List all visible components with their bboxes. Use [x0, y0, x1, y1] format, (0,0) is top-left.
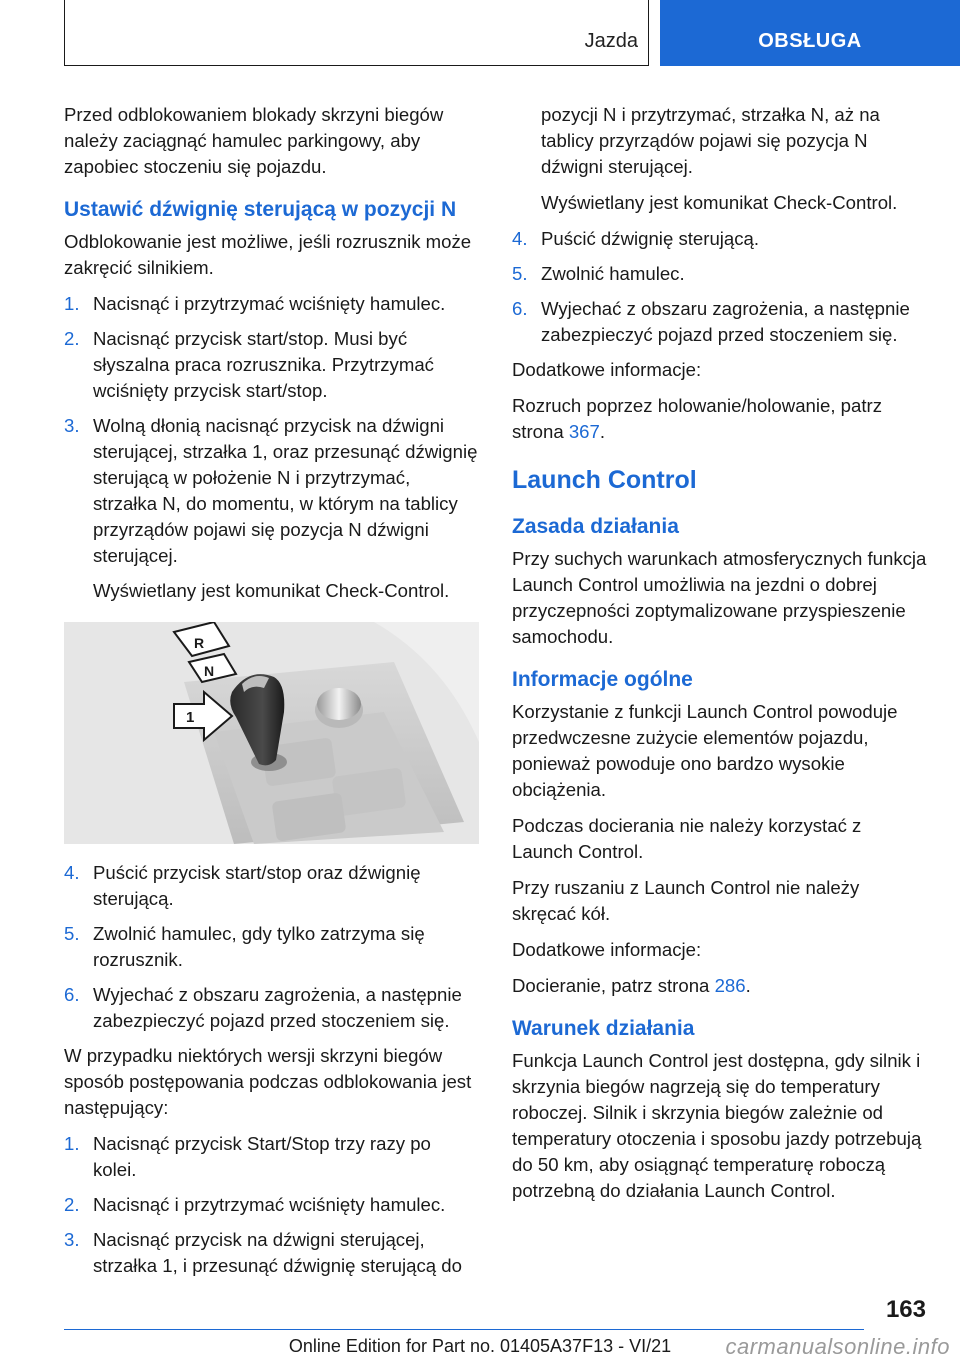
page-link-286[interactable]: 286 — [714, 975, 746, 996]
variant-intro-paragraph: W przypadku niektórych wersji skrzyni biegów sposób postępowania podczas odblokowania jest następujący: — [64, 1045, 472, 1118]
page-link-367[interactable]: 367 — [568, 421, 600, 442]
page-number: 163 — [885, 1296, 926, 1323]
step-number: 4. — [512, 228, 528, 249]
section-title: Jazda — [584, 30, 638, 52]
step-number: 2. — [64, 328, 80, 349]
step-number: 6. — [64, 984, 80, 1005]
list-item — [64, 1227, 479, 1279]
step-number: 3. — [64, 1229, 80, 1250]
step-text: Nacisnąć przycisk Start/Stop trzy razy po kolei. — [93, 1133, 431, 1180]
tab-obsluga[interactable] — [660, 0, 960, 66]
list-item — [64, 860, 479, 912]
left-column — [64, 102, 479, 1288]
heading-condition: Warunek działania — [512, 1017, 695, 1040]
list-item — [512, 261, 927, 287]
tow-end: . — [599, 421, 606, 442]
list-item — [64, 413, 479, 569]
step-number: 5. — [64, 923, 80, 944]
general-paragraph-1: Korzystanie z funkcji Launch Control powoduje przedwczesne zużycie elementów pojazdu, ponieważ powoduje ono bardzo wysokie obciążenia. — [512, 701, 898, 800]
step-text: Puścić przycisk start/stop oraz dźwignię sterującą. — [93, 862, 421, 909]
general-paragraph-2: Podczas docierania nie należy korzystać z Launch Control. — [512, 815, 862, 862]
step-number: 1. — [64, 1133, 80, 1154]
list-item — [64, 1131, 479, 1183]
gear-lever-illustration — [64, 622, 479, 844]
principle-paragraph: Przy suchych warunkach atmosferycznych funkcja Launch Control umożliwia na jezdni o dobrej przyczepności zoptymalizowane przyspieszenie samochodu. — [512, 548, 927, 647]
watermark: carmanualsonline.info — [725, 1334, 950, 1359]
list-item — [64, 921, 479, 973]
list-item — [512, 296, 927, 348]
step-number: 3. — [64, 415, 80, 436]
breakin-reference — [512, 973, 927, 999]
step-number: 6. — [512, 298, 528, 319]
condition-paragraph: Funkcja Launch Control jest dostępna, gdy silnik i skrzynia biegów nagrzeją się do temperatury roboczej. Silnik i skrzynia biegów zależnie od temperatury otoczenia i sposobu jazdy potrzebują do 50 km, aby osiągnąć temperaturę roboczą potrzebną do działania Launch Control. — [512, 1050, 922, 1201]
list-item — [64, 291, 479, 317]
step-text: Wolną dłonią nacisnąć przycisk na dźwigni sterującej, strzałka 1, oraz przesunąć dźwignię sterującą w położenie N i przytrzymać, strzałka N, do momentu, w którym na tablicy przyrządów pojawi się pozycja N dźwigni sterującej. — [93, 415, 478, 566]
heading-set-n: Ustawić dźwignię sterującą w pozycji N — [64, 198, 457, 221]
step-text: Wyjechać z obszaru zagrożenia, a następnie zabezpieczyć pojazd przed stoczeniem się. — [93, 984, 462, 1031]
step-text: Wyjechać z obszaru zagrożenia, a następnie zabezpieczyć pojazd przed stoczeniem się. — [541, 298, 910, 345]
footer-divider — [64, 1329, 864, 1330]
footer-edition: Online Edition for Part no. 01405A37F13 - VI/21 — [288, 1336, 672, 1356]
step-text: Zwolnić hamulec, gdy tylko zatrzyma się rozrusznik. — [93, 923, 425, 970]
heading-principle: Zasada działania — [512, 515, 679, 538]
step-text: Nacisnąć i przytrzymać wciśnięty hamulec. — [93, 293, 446, 314]
step-text: Zwolnić hamulec. — [541, 263, 685, 284]
arrow-label-1: 1 — [186, 709, 195, 726]
step-text: Nacisnąć i przytrzymać wciśnięty hamulec. — [93, 1194, 446, 1215]
step-number: 1. — [64, 293, 80, 314]
step-text: Nacisnąć przycisk na dźwigni sterującej, strzałka 1, i przesunąć dźwignię sterującą do — [93, 1229, 462, 1276]
more-info-label: Dodatkowe informacje: — [512, 359, 702, 380]
tow-text: Rozruch poprzez holowanie/holowanie, patrz strona — [512, 395, 883, 442]
tow-reference — [512, 393, 927, 445]
check-control-note: Wyświetlany jest komunikat Check-Control. — [93, 580, 450, 601]
list-item — [512, 226, 927, 252]
intro-paragraph: Przed odblokowaniem blokady skrzyni biegów należy zaciągnąć hamulec parkingowy, aby zapobiec stoczeniu się pojazdu. — [64, 104, 444, 177]
gear-lever-photo — [64, 622, 479, 844]
step-number: 5. — [512, 263, 528, 284]
arrow-label-n: N — [204, 663, 215, 679]
check-control-note: Wyświetlany jest komunikat Check-Control. — [541, 192, 898, 213]
general-paragraph-3: Przy ruszaniu z Launch Control nie należy skręcać kół. — [512, 877, 860, 924]
header-box — [64, 0, 649, 66]
heading-launch-control: Launch Control — [512, 466, 697, 494]
step-number: 2. — [64, 1194, 80, 1215]
step-number: 4. — [64, 862, 80, 883]
arrow-label-r: R — [194, 635, 205, 651]
heading-general-info: Informacje ogólne — [512, 668, 693, 691]
step-text: Puścić dźwignię sterującą. — [541, 228, 760, 249]
step-continuation: pozycji N i przytrzymać, strzałka N, aż na tablicy przyrządów pojawi się pozycja N dźwigni sterującej. — [541, 104, 880, 177]
list-item — [64, 1192, 479, 1218]
breakin-text: Docieranie, patrz strona — [512, 975, 715, 996]
list-item — [64, 982, 479, 1034]
n-intro-paragraph: Odblokowanie jest możliwe, jeśli rozrusznik może zakręcić silnikiem. — [64, 231, 472, 278]
list-item — [64, 326, 479, 404]
tab-label: OBSŁUGA — [758, 30, 862, 52]
step-text: Nacisnąć przycisk start/stop. Musi być słyszalna praca rozrusznika. Przytrzymać wciśnięty przycisk start/stop. — [93, 328, 434, 401]
breakin-end: . — [745, 975, 751, 996]
right-column — [512, 102, 927, 1214]
more-info-label: Dodatkowe informacje: — [512, 939, 702, 960]
